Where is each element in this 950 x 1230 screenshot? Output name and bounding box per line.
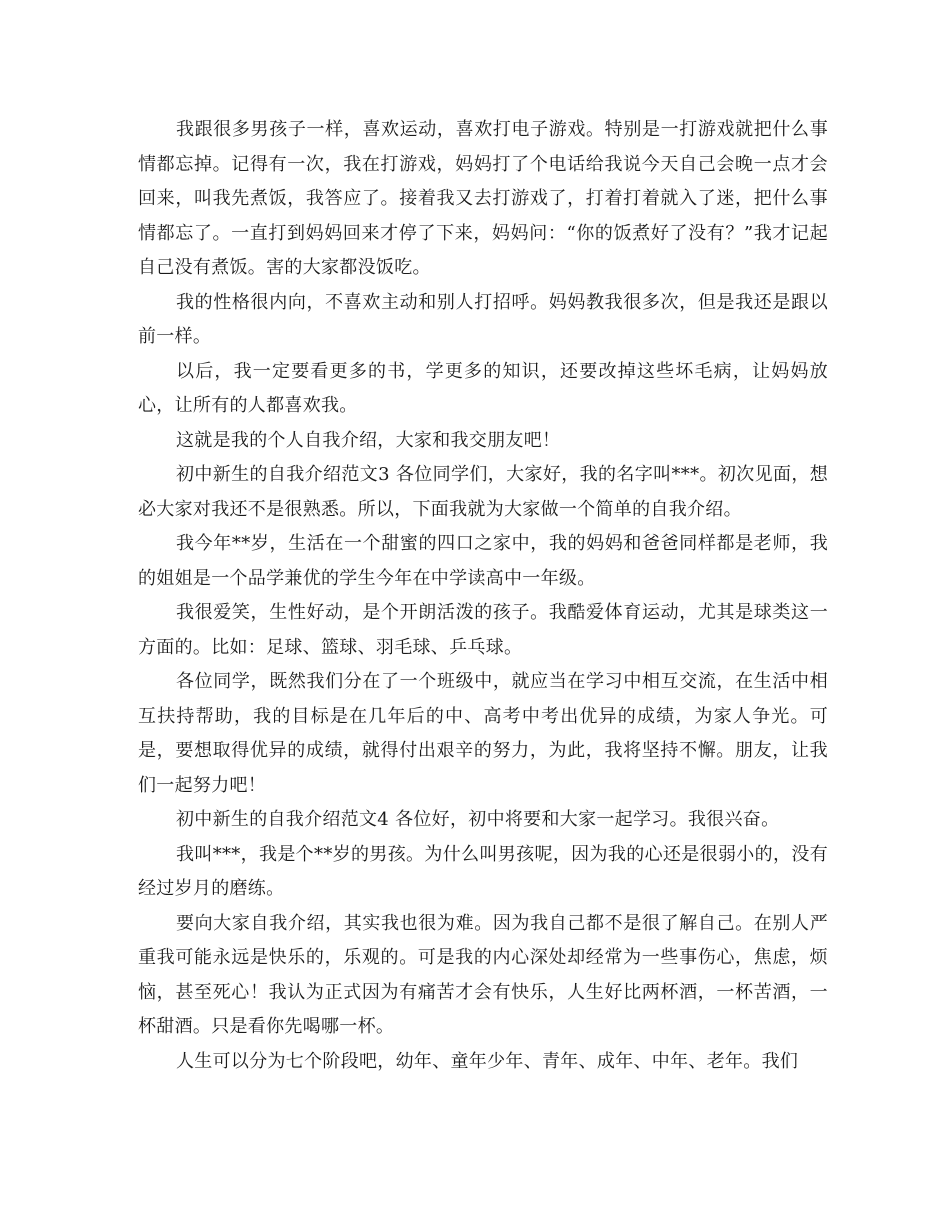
paragraph-8: 各位同学，既然我们分在了一个班级中，就应当在学习中相互交流，在生活中相互扶持帮助，我的目标是在几年后的中、高考中考出优异的成绩，为家人争光。可是，要想取得优异的成绩，就得付出艰辛的努力，为此，我将坚持不懈。朋友，让我们一起努力吧！ — [138, 671, 828, 796]
paragraph-5: 初中新生的自我介绍范文3 各位同学们，大家好，我的名字叫***。初次见面，想必大家对我还不是很熟悉。所以，下面我就为大家做一个简单的自我介绍。 — [138, 464, 828, 520]
document-body — [138, 113, 828, 1079]
paragraph-2: 我的性格很内向，不喜欢主动和别人打招呼。妈妈教我很多次，但是我还是跟以前一样。 — [138, 291, 828, 347]
paragraph-10: 我叫***，我是个**岁的男孩。为什么叫男孩呢，因为我的心还是很弱小的，没有经过岁月的磨练。 — [138, 843, 828, 899]
paragraph-11: 要向大家自我介绍，其实我也很为难。因为我自己都不是很了解自己。在别人严重我可能永远是快乐的，乐观的。可是我的内心深处却经常为一些事伤心，焦虑，烦恼，甚至死心！我认为正式因为有痛苦才会有快乐，人生好比两杯酒，一杯苦酒，一杯甜酒。只是看你先喝哪一杯。 — [138, 912, 828, 1037]
paragraph-4: 这就是我的个人自我介绍，大家和我交朋友吧！ — [176, 429, 561, 451]
paragraph-3: 以后，我一定要看更多的书，学更多的知识，还要改掉这些坏毛病，让妈妈放心，让所有的人都喜欢我。 — [138, 360, 828, 416]
paragraph-9: 初中新生的自我介绍范文4 各位好，初中将要和大家一起学习。我很兴奋。 — [176, 809, 780, 830]
paragraph-7: 我很爱笑，生性好动，是个开朗活泼的孩子。我酷爱体育运动，尤其是球类这一方面的。比如：足球、篮球、羽毛球、乒乓球。 — [138, 602, 828, 658]
paragraph-12: 人生可以分为七个阶段吧，幼年、童年少年、青年、成年、中年、老年。我们 — [176, 1050, 799, 1072]
paragraph-6: 我今年**岁，生活在一个甜蜜的四口之家中，我的妈妈和爸爸同样都是老师，我的姐姐是一个品学兼优的学生今年在中学读高中一年级。 — [138, 533, 828, 589]
paragraph-1: 我跟很多男孩子一样，喜欢运动，喜欢打电子游戏。特别是一打游戏就把什么事情都忘掉。记得有一次，我在打游戏，妈妈打了个电话给我说今天自己会晚一点才会回来，叫我先煮饭，我答应了。接着我又去打游戏了，打着打着就入了迷，把什么事情都忘了。一直打到妈妈回来才停了下来，妈妈问：“你的饭煮好了没有？”我才记起自己没有煮饭。害的大家都没饭吃。 — [138, 119, 828, 278]
